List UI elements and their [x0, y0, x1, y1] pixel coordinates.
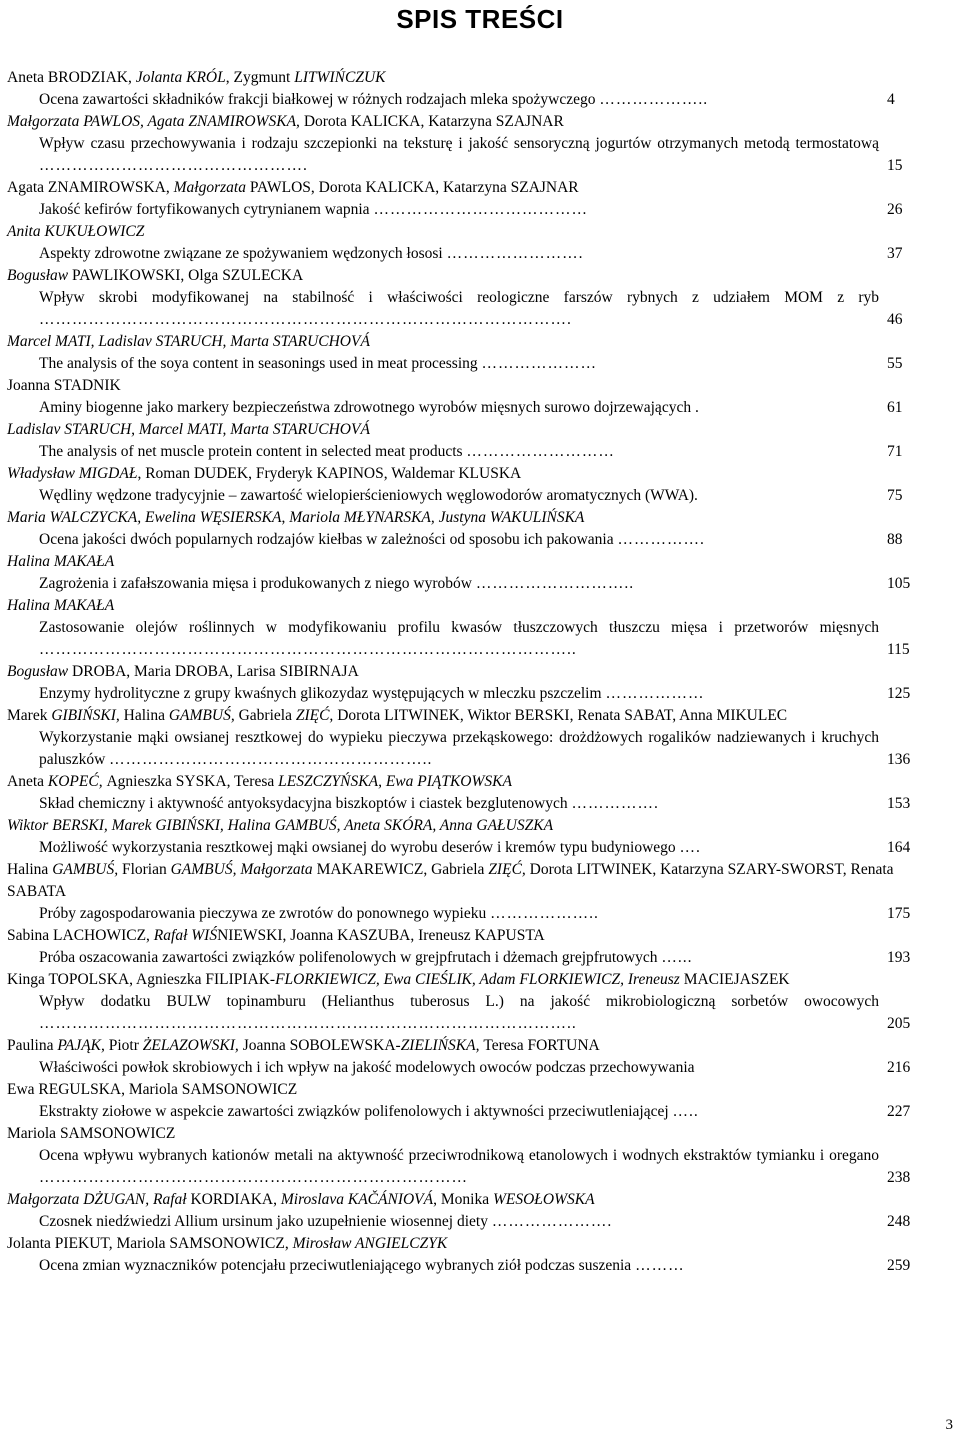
toc-entry — [7, 969, 935, 1035]
author-segment: Mariola SAMSONOWICZ — [7, 1125, 176, 1142]
author-segment: PAJĄK, — [57, 1037, 109, 1054]
entry-title-line — [7, 441, 935, 463]
author-segment: Dorota KALICKA, Katarzyna SZAJNAR — [303, 113, 564, 130]
entry-authors — [7, 1079, 935, 1101]
author-segment: Bogusław — [7, 267, 73, 284]
author-segment: Anita KUKUŁOWICZ — [7, 223, 145, 240]
article-title: Aminy biogenne jako markery bezpieczeństwa zdrowotnego wyrobów mięsnych surowo dojrzewających — [39, 399, 692, 416]
article-title: Próba oszacowania zawartości związków polifenolowych w grejpfrutach i dżemach grejpfrutowych — [39, 949, 658, 966]
entry-page-number: 205 — [887, 1015, 911, 1032]
leader-dots: ………………………………… — [373, 201, 588, 218]
author-segment: LESZCZYŃSKA, Ewa PIĄTKOWSKA — [278, 773, 512, 790]
entry-authors — [7, 1189, 935, 1211]
entry-page-number: 227 — [887, 1103, 911, 1120]
article-title: Skład chemiczny i aktywność antyoksydacyjna biszkoptów i ciastek bezglutenowych — [39, 795, 568, 812]
entry-authors — [7, 1035, 935, 1057]
entry-authors — [7, 595, 935, 617]
entry-page-number: 175 — [887, 905, 911, 922]
leader-dots: ……………….. — [490, 905, 599, 922]
entry-page-number: 46 — [887, 311, 903, 328]
article-title: Wpływ dodatku BULW topinamburu (Helianthus tuberosus L.) na jakość mikrobiologiczną sorbetów owocowych — [39, 993, 879, 1010]
entry-page-number: 248 — [887, 1213, 911, 1230]
toc-entry — [7, 265, 935, 331]
author-segment: Agata ZNAMIROWSKA, — [7, 179, 174, 196]
article-title: Ocena wpływu wybranych kationów metali na aktywność przeciwrodnikową etanolowych i wodnych ekstraktów tymianku i oregano — [39, 1147, 879, 1164]
author-segment: Joanna STADNIK — [7, 377, 121, 394]
author-segment: BRODZIAK, — [47, 69, 136, 86]
entry-title-line — [7, 1057, 935, 1079]
entry-authors — [7, 375, 935, 397]
entry-title-line — [7, 1211, 935, 1233]
author-segment: Jolanta PIEKUT, Mariola SAMSONOWICZ, — [7, 1235, 293, 1252]
author-segment: GIBIŃSKI, — [51, 707, 124, 724]
toc-entry — [7, 463, 935, 507]
entry-page-number: 259 — [887, 1257, 911, 1274]
entry-authors — [7, 661, 935, 683]
author-segment: Miroslava KAČÁNIOVÁ — [280, 1191, 434, 1208]
author-segment: Sabina LACHOWICZ, — [7, 927, 154, 944]
entry-authors — [7, 331, 935, 353]
author-segment: ŻELAZOWSKI, — [142, 1037, 243, 1054]
author-segment: Małgorzata DŻUGAN, Rafał — [7, 1191, 191, 1208]
entry-page-number: 55 — [887, 355, 903, 372]
entry-authors — [7, 969, 935, 991]
entry-authors — [7, 705, 935, 727]
author-segment: ZIELIŃSKA, — [400, 1037, 484, 1054]
author-segment: Halina MAKAŁA — [7, 553, 115, 570]
toc-entry — [7, 1189, 935, 1233]
toc-entry — [7, 551, 935, 595]
author-segment: Aneta — [7, 69, 48, 86]
toc-entry — [7, 177, 935, 221]
entry-authors — [7, 221, 935, 243]
entry-title-line — [7, 243, 935, 265]
article-title: Czosnek niedźwiedzi Allium ursinum jako uzupełnienie wiosennej diety — [39, 1213, 488, 1230]
article-title: Ocena zmian wyznaczników potencjału przeciwutleniającego wybranych ziół podczas suszenia — [39, 1257, 632, 1274]
author-segment: Maria WALCZYCKA, Ewelina WĘSIERSKA — [7, 509, 282, 526]
author-segment: , Zygmunt — [225, 69, 295, 86]
entry-authors — [7, 925, 935, 947]
entry-title-line — [7, 991, 935, 1035]
entry-title-line — [7, 287, 935, 331]
toc-entry — [7, 1035, 935, 1079]
author-segment: PAWLOS, Dorota KALICKA, Katarzyna SZAJNAR — [249, 179, 579, 196]
author-segment: WESOŁOWSKA — [492, 1191, 595, 1208]
author-segment: , Monika — [433, 1191, 493, 1208]
entry-title-line — [7, 837, 935, 859]
entry-title-line — [7, 1255, 935, 1277]
article-title: Wpływ skrobi modyfikowanej na stabilność i właściwości reologiczne farszów rybnych z udziałem MOM z ryb — [39, 289, 879, 306]
author-segment: ZIĘĆ, — [488, 861, 530, 878]
leader-dots: ……………… — [605, 685, 705, 702]
entry-authors — [7, 771, 935, 793]
toc-entry — [7, 771, 935, 815]
entry-title-line — [7, 573, 935, 595]
author-segment: Marek — [7, 707, 52, 724]
entry-title-line — [7, 353, 935, 375]
author-segment: LITWIŃCZUK — [294, 69, 386, 86]
author-segment: NIEWSKI, Joanna KASZUBA, Ireneusz KAPUSTA — [217, 927, 545, 944]
toc-entry — [7, 1079, 935, 1123]
leader-dots: ……………. — [571, 795, 659, 812]
entry-title-line — [7, 1101, 935, 1123]
toc-entry — [7, 595, 935, 661]
page-number-footer: 3 — [945, 1417, 953, 1433]
article-title: Enzymy hydrolityczne z grupy kwaśnych glikozydaz występujących w mleczku pszczelim — [39, 685, 602, 702]
entry-title-line — [7, 199, 935, 221]
author-segment: GAMBUŚ, Małgorzata — [170, 861, 317, 878]
leader-dots: ……… — [635, 1257, 685, 1274]
author-segment: MACIEJASZEK — [679, 971, 790, 988]
author-segment: Florian — [121, 861, 171, 878]
leader-dots: ……………….. — [599, 91, 709, 108]
entry-page-number: 4 — [887, 91, 895, 108]
author-segment: DROBA, Maria DROBA, Larisa SIBIRNAJA — [72, 663, 359, 680]
leader-dots: ……………………. — [446, 245, 584, 262]
leader-dots: …………………………………………………………………………………….. — [39, 641, 577, 658]
article-title: Właściwości powłok skrobiowych i ich wpływ na jakość modelowych owoców podczas przechowywania — [39, 1059, 695, 1076]
entry-title-line — [7, 529, 935, 551]
entry-title-line — [7, 133, 935, 177]
article-title: Ocena jakości dwóch popularnych rodzajów kiełbas w zależności od sposobu ich pakowania — [39, 531, 614, 548]
entry-authors — [7, 463, 935, 485]
article-title: Ekstrakty ziołowe w aspekcie zawartości związków polifenolowych i aktywności przeciwutleniającej — [39, 1103, 669, 1120]
toc-entry — [7, 705, 935, 771]
author-segment: Małgorzata PAWLOS, Agata ZNAMIROWSKA, — [7, 113, 304, 130]
article-title: The analysis of the soya content in seasonings used in meat processing — [39, 355, 478, 372]
author-segment: Joanna SOBOLEWSKA- — [242, 1037, 401, 1054]
article-title: Próby zagospodarowania pieczywa ze zwrotów do ponownego wypieku — [39, 905, 487, 922]
author-segment: GAMBUŚ, — [168, 707, 239, 724]
entry-authors — [7, 177, 935, 199]
author-segment: Halina — [123, 707, 169, 724]
entry-title-line — [7, 485, 935, 507]
author-segment: Halina MAKAŁA — [7, 597, 115, 614]
toc-entry — [7, 375, 935, 419]
toc-entry — [7, 221, 935, 265]
author-segment: Teresa FORTUNA — [483, 1037, 600, 1054]
author-segment: Mirosław ANGIELCZYK — [292, 1235, 448, 1252]
leader-dots: …………………………………………………………………… — [39, 1169, 468, 1186]
leader-dots: ……………………… — [466, 443, 615, 460]
toc-entry — [7, 815, 935, 859]
entry-page-number: 216 — [887, 1059, 911, 1076]
leader-dots: ……………. — [617, 531, 705, 548]
author-segment: Gabriela — [238, 707, 296, 724]
author-segment: , — [281, 509, 290, 526]
toc-entry — [7, 331, 935, 375]
author-segment: Ewa REGULSKA, Mariola SAMSONOWICZ — [7, 1081, 298, 1098]
author-segment: Władysław MIGDAŁ — [7, 465, 138, 482]
entry-page-number: 75 — [887, 487, 903, 504]
author-segment: KOPEĆ, — [47, 773, 107, 790]
entry-page-number: 193 — [887, 949, 911, 966]
entry-page-number: 71 — [887, 443, 903, 460]
leader-dots: ……………………….. — [475, 575, 635, 592]
entry-page-number: 164 — [887, 839, 911, 856]
entry-title-line — [7, 793, 935, 815]
article-title: Wpływ czasu przechowywania i rodzaju szczepionki na teksturę i jakość sensoryczną jogurtów otrzymanych metodą termostatową — [39, 135, 879, 152]
author-segment: GAMBUŚ, — [52, 861, 122, 878]
leader-dots: …... — [661, 949, 693, 966]
entry-page-number: 61 — [887, 399, 903, 416]
author-segment: Halina — [7, 861, 53, 878]
author-segment: Aneta — [7, 773, 48, 790]
entry-page-number: 37 — [887, 245, 903, 262]
toc-entry — [7, 1233, 935, 1277]
author-segment: Marcel MATI, Ladislav STARUCH, Marta STARUCHOVÁ — [7, 333, 370, 350]
toc-entry — [7, 1123, 935, 1189]
entry-page-number: 15 — [887, 157, 903, 174]
entry-page-number: 153 — [887, 795, 911, 812]
author-segment: , Roman DUDEK, Fryderyk KAPINOS, Waldemar KLUSKA — [137, 465, 522, 482]
article-title: Możliwość wykorzystania resztkowej mąki owsianej do wyrobu deserów i kremów typu budyniowego — [39, 839, 676, 856]
entry-title-line — [7, 683, 935, 705]
table-of-contents — [7, 67, 935, 1277]
author-segment: Ladislav STARUCH, Marcel MATI, Marta STARUCHOVÁ — [7, 421, 370, 438]
author-segment: Jolanta KRÓL — [135, 69, 226, 86]
article-title: Ocena zawartości składników frakcji białkowej w różnych rodzajach mleka spożywczego — [39, 91, 596, 108]
toc-entry — [7, 111, 935, 177]
leader-dots: . — [694, 399, 700, 416]
author-segment: Kinga TOPOLSKA, Agnieszka FILIPIAK- — [7, 971, 276, 988]
entry-title-line — [7, 727, 935, 771]
author-segment: Małgorzata — [173, 179, 250, 196]
page-title: SPIS TREŚCI — [396, 4, 564, 34]
toc-entry — [7, 925, 935, 969]
leader-dots: …………………. — [491, 1213, 613, 1230]
author-segment: Rafał WIŚ — [153, 927, 218, 944]
author-segment: MAKAREWICZ, Gabriela — [316, 861, 489, 878]
article-title: Wykorzystanie mąki owsianej resztkowej do wypieku pieczywa przekąskowego: drożdżowych rogalików nadziewanych i kruchych paluszków — [39, 729, 879, 768]
author-segment: ZIĘĆ, — [295, 707, 338, 724]
entry-title-line — [7, 1145, 935, 1189]
leader-dots: ………………… — [481, 355, 598, 372]
toc-entry — [7, 859, 935, 925]
entry-authors — [7, 815, 935, 837]
entry-authors — [7, 1123, 935, 1145]
entry-title-line — [7, 397, 935, 419]
entry-title-line — [7, 903, 935, 925]
leader-dots: ………………………………………………….. — [109, 751, 433, 768]
leader-dots: ……………………………………………………………………………………. — [39, 311, 572, 328]
article-title: The analysis of net muscle protein content in selected meat products — [39, 443, 463, 460]
entry-title-line — [7, 89, 935, 111]
author-segment: Piotr — [108, 1037, 143, 1054]
entry-page-number: 125 — [887, 685, 911, 702]
author-segment: KORDIAKA, — [190, 1191, 281, 1208]
article-title: Zastosowanie olejów roślinnych w modyfikowaniu profilu kwasów tłuszczowych tłuszczu mięsa i przetworów mięsnych — [39, 619, 879, 636]
article-title: Zagrożenia i zafałszowania mięsa i produkowanych z niego wyrobów — [39, 575, 472, 592]
author-segment: Bogusław — [7, 663, 73, 680]
author-segment: Dorota LITWINEK, Katarzyna SZARY-SWORST, Renata SABATA — [7, 861, 894, 900]
leader-dots: ….. — [672, 1103, 699, 1120]
author-segment: Dorota LITWINEK, Wiktor BERSKI, Renata SABAT, Anna MIKULEC — [337, 707, 788, 724]
toc-entry — [7, 67, 935, 111]
entry-page-number: 105 — [887, 575, 911, 592]
author-segment: Paulina — [7, 1037, 58, 1054]
entry-page-number: 115 — [887, 641, 910, 658]
leader-dots: …………………………………………………………………………………….. — [39, 1015, 577, 1032]
author-segment: Agnieszka SYSKA, Teresa — [106, 773, 279, 790]
entry-page-number: 26 — [887, 201, 903, 218]
author-segment: Wiktor BERSKI, Marek GIBIŃSKI, Halina GAMBUŚ, Aneta SKÓRA, Anna GAŁUSZKA — [7, 817, 554, 834]
entry-page-number: 136 — [887, 751, 911, 768]
article-title: Wędliny wędzone tradycyjnie – zawartość wielopierścieniowych węglowodorów aromatycznych (WWA). — [39, 487, 698, 504]
toc-entry — [7, 661, 935, 705]
toc-entry — [7, 419, 935, 463]
entry-authors — [7, 859, 935, 903]
entry-authors — [7, 1233, 935, 1255]
entry-page-number: 238 — [887, 1169, 911, 1186]
author-segment: FLORKIEWICZ, Ewa CIEŚLIK, Adam FLORKIEWICZ, Ireneusz — [275, 971, 680, 988]
entry-authors — [7, 67, 935, 89]
leader-dots: …………………………………………. — [39, 157, 308, 174]
entry-title-line — [7, 947, 935, 969]
article-title: Aspekty zdrowotne związane ze spożywaniem wędzonych łososi — [39, 245, 443, 262]
entry-authors — [7, 507, 935, 529]
entry-authors — [7, 419, 935, 441]
author-segment: PAWLIKOWSKI, Olga SZULECKA — [72, 267, 304, 284]
author-segment: Mariola MŁYNARSKA, Justyna WAKULIŃSKA — [289, 509, 585, 526]
entry-title-line — [7, 617, 935, 661]
entry-authors — [7, 265, 935, 287]
toc-entry — [7, 507, 935, 551]
entry-authors — [7, 111, 935, 133]
entry-page-number: 88 — [887, 531, 903, 548]
article-title: Jakość kefirów fortyfikowanych cytrynianem wapnia — [39, 201, 370, 218]
entry-authors — [7, 551, 935, 573]
leader-dots: …. — [679, 839, 701, 856]
